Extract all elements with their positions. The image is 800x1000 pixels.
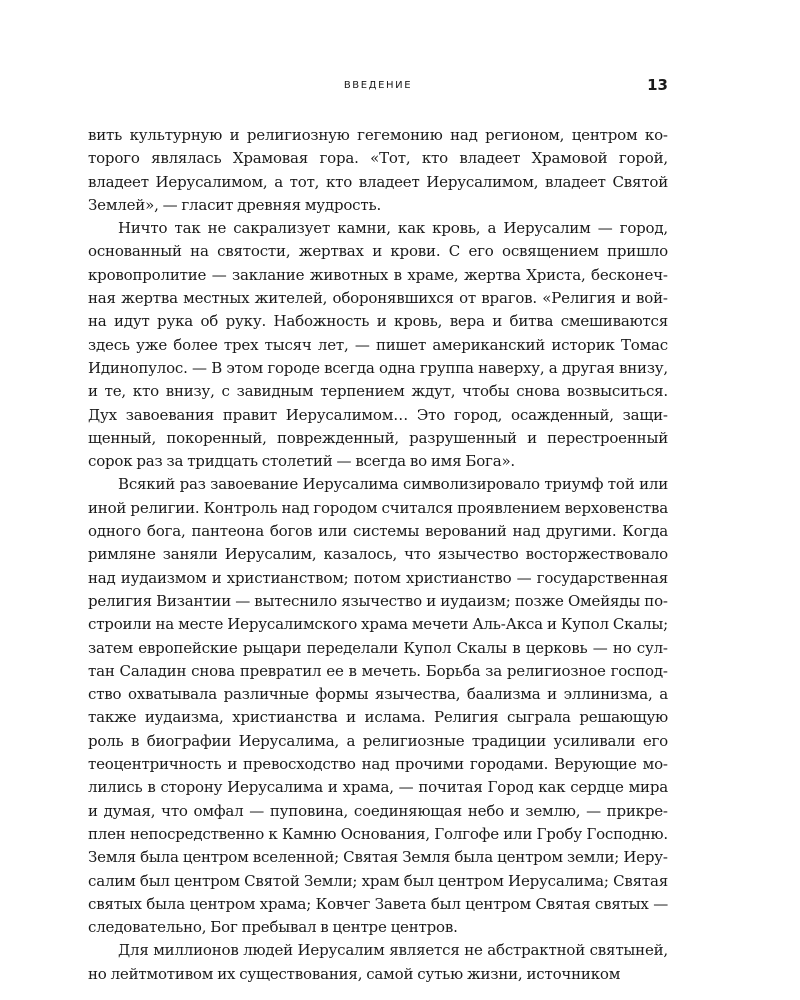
running-head: [88, 76, 668, 100]
body-text: [88, 124, 668, 986]
paragraph-continuation: вить культурную и религиозную гегемонию над регионом, центром которого являлась Храмовая гора. «Тот, кто владеет Храмовой горой, владеет Иерусалимом, а тот, кто владеет Иерусалимом, владеет Святой Землей», — гласит древняя мудрость.: [88, 126, 668, 214]
section-label: ВВЕДЕНИЕ: [343, 80, 413, 91]
page-number: 13: [647, 76, 668, 94]
paragraph: Ничто так не сакрализует камни, как кровь, а Иерусалим — город, основанный на святости, жертвах и крови. С его освящением пришло кровопролитие — заклание животных в храме, жертва Христа, бесконечная жертва местных жителей, оборонявшихся от врагов. «Религия и война идут рука об руку. Набожность и кровь, вера и битва смешиваются здесь уже более трех тысяч лет, — пишет американский историк Томас Идинопулос. — В этом городе всегда одна группа наверху, а другая внизу, и те, кто внизу, с завидным терпением ждут, чтобы снова возвыситься. Дух завоевания правит Иерусалимом… Это город, осажденный, защищенный, покоренный, поврежденный, разрушенный и перестроенный сорок раз за тридцать столетий — всегда во имя Бога».: [88, 219, 668, 471]
paragraph: Всякий раз завоевание Иерусалима символизировало триумф той или иной религии. Контроль над городом считался проявлением верховенства одного бога, пантеона богов или системы верований над другими. Когда римляне заняли Иерусалим, казалось, что язычество восторжествовало над иудаизмом и христианством; потом христианство — государственная религия Византии — вытеснило язычество и иудаизм; позже Омейяды построили на месте Иерусалимского храма мечети Аль-Акса и Купол Скалы; затем европейские рыцари переделали Купол Скалы в церковь — но султан Саладин снова превратил ее в мечеть. Борьба за религиозное господство охватывала различные формы язычества, баализма и эллинизма, а также иудаизма, христианства и ислама. Религия сыграла решающую роль в биографии Иерусалима, а религиозные традиции усиливали его теоцентричность и превосходство над прочими городами. Верующие молились в сторону Иерусалима и храма, — почитая Город как сердце мира и думая, что омфал — пуповина, соединяющая небо и землю, — прикреплен непосредственно к Камню Основания, Голгофе или Гробу Господню. Земля была центром вселенной; Святая Земля была центром земли; Иерусалим был центром Святой Земли; храм был центром Иерусалима; Святая святых была центром храма; Ковчег Завета был центром Святая святых — следовательно, Бог пребывал в центре центров.: [88, 475, 668, 937]
paragraph: Для миллионов людей Иерусалим является не абстрактной святыней, но лейтмотивом их существования, самой сутью жизни, источником: [88, 941, 668, 983]
